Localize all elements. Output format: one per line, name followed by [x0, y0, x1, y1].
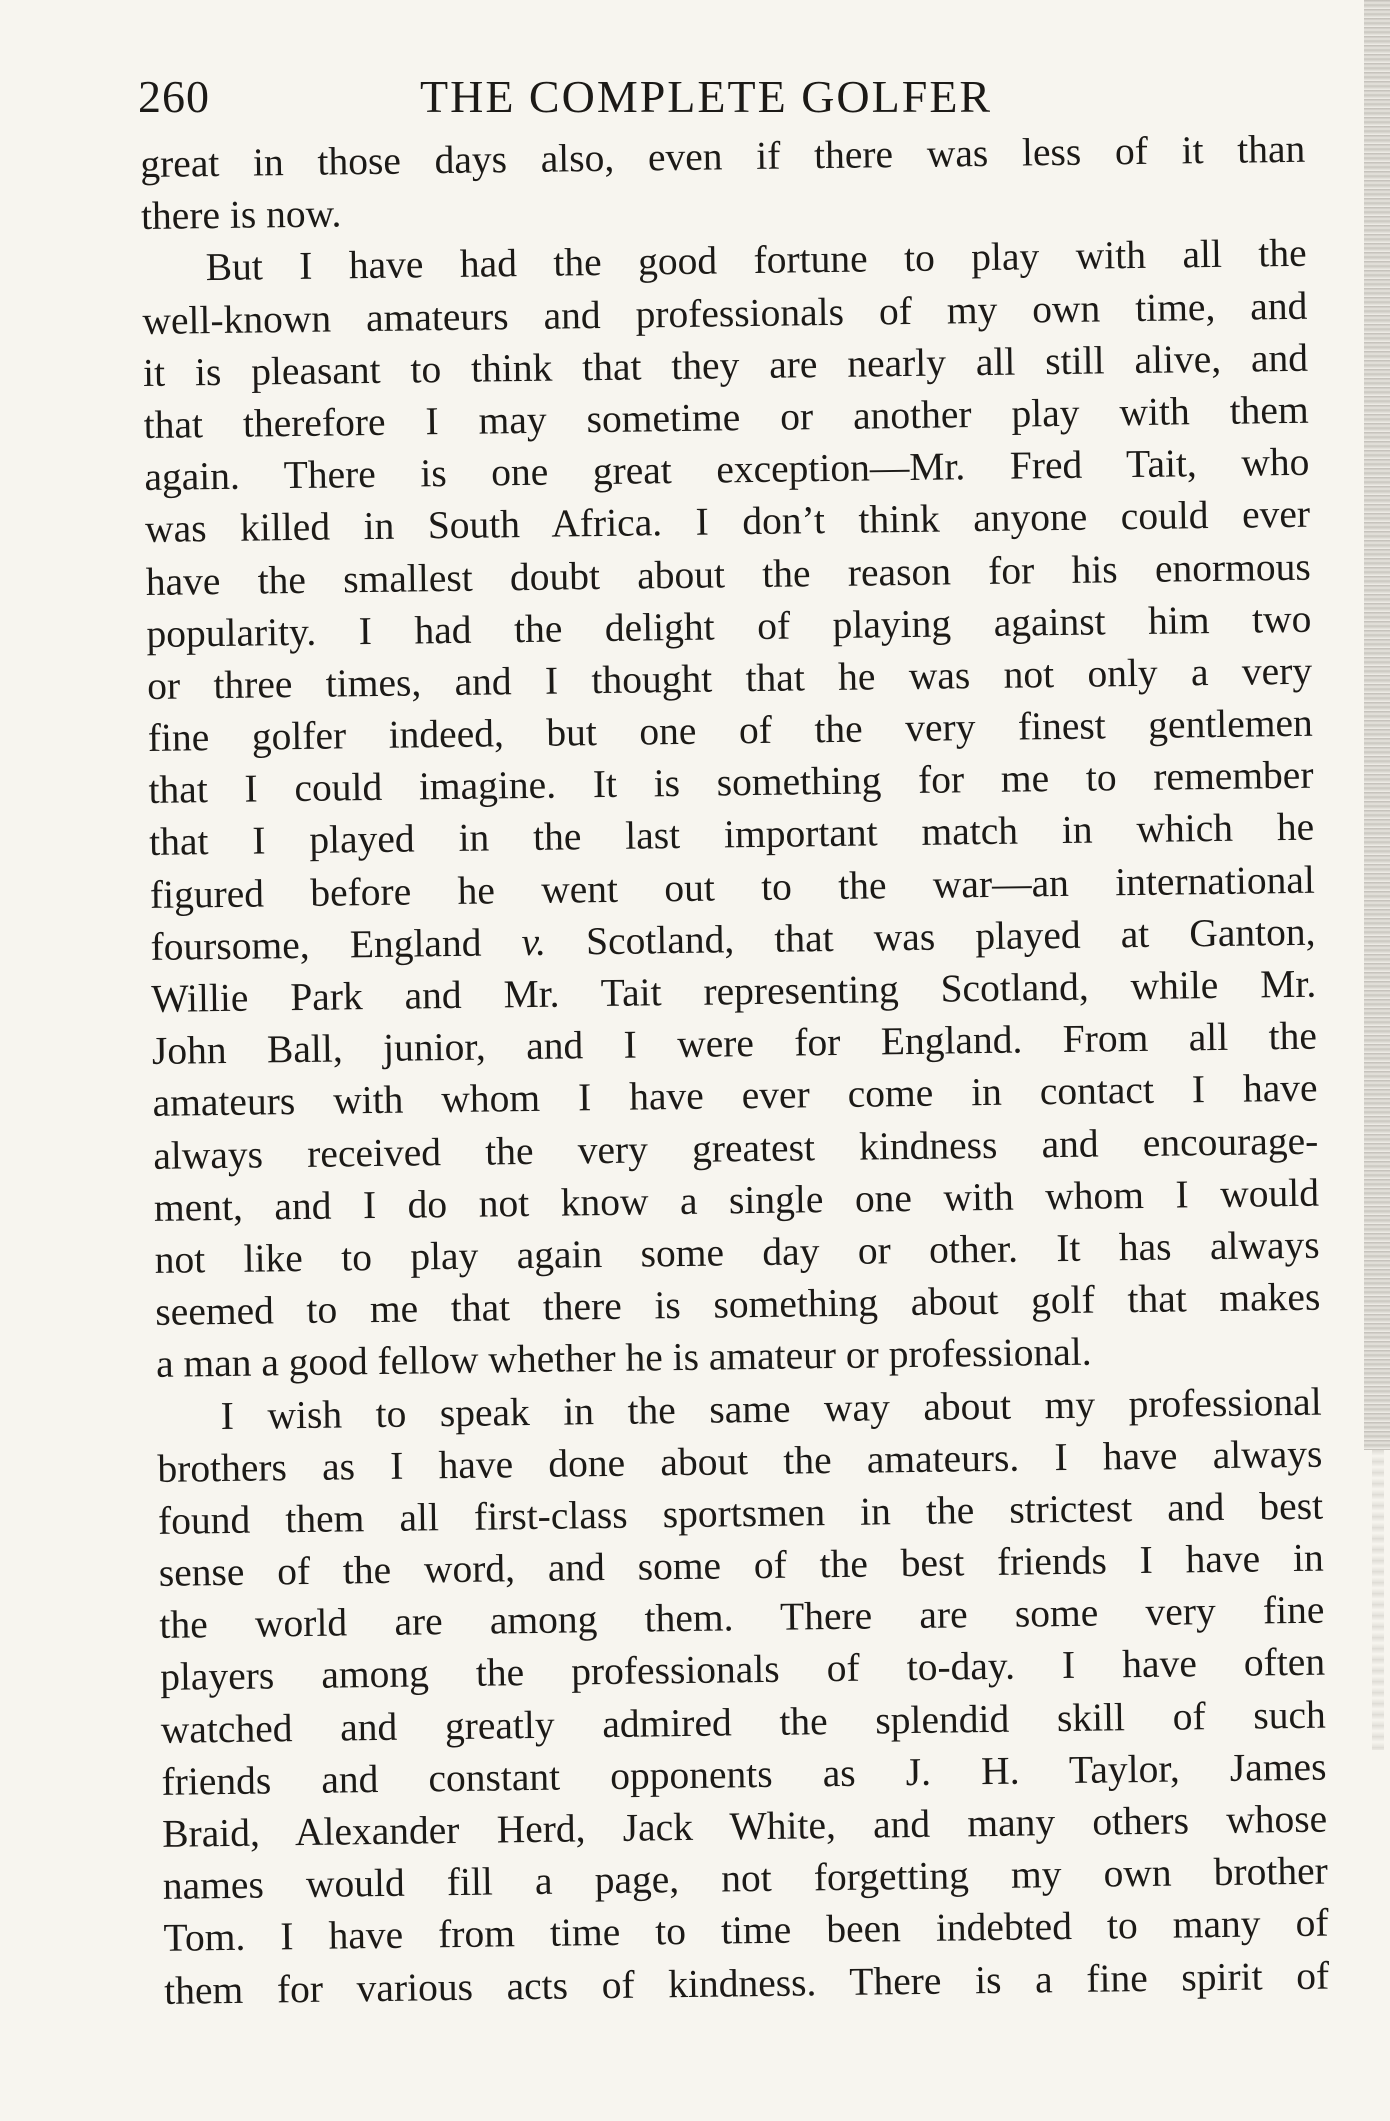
- text-line: always received the very greatest kindness and encourage-: [153, 1118, 1319, 1178]
- text-line: not like to play again some day or other. It has always: [154, 1222, 1320, 1282]
- text-line: figured before he went out to the war—an international: [149, 857, 1316, 917]
- text-line: friends and constant opponents as J. H. Taylor, James: [161, 1744, 1327, 1804]
- text-line: seemed to me that there is something about golf that makes: [155, 1274, 1321, 1335]
- text-line: them for various acts of kindness. There is a fine spirit of: [163, 1953, 1330, 2013]
- text-line: players among the professionals of to-day. I have often: [159, 1640, 1326, 1700]
- text-line: names would fill a page, not forgetting my own brother: [162, 1848, 1329, 1909]
- text-line: found them all first-class sportsmen in the strictest and best: [157, 1483, 1324, 1543]
- text-line: great in those days also, even if there was less of it than: [140, 126, 1306, 186]
- text-line: that therefore I may sometime or another play with them: [143, 387, 1309, 447]
- text-line: ment, and I do not know a single one with whom I would: [153, 1170, 1320, 1230]
- text-line: Braid, Alexander Herd, Jack White, and many others whose: [161, 1796, 1328, 1856]
- text-line: or three times, and I thought that he was not only a very: [146, 648, 1313, 708]
- versus-abbreviation: v.: [521, 919, 547, 964]
- body-text: [140, 123, 1329, 2017]
- text-line: brothers as I have done about the amateurs. I have always: [157, 1431, 1323, 1491]
- text-line: the world are among them. There are some very fine: [159, 1587, 1325, 1648]
- text-line: fine golfer indeed, but one of the very finest gentlemen: [147, 700, 1314, 761]
- text-line: that I could imagine. It is something for me to remember: [148, 752, 1314, 813]
- text-line: I wish to speak in the same way about my professional: [220, 1379, 1322, 1438]
- text-line: have the smallest doubt about the reason for his enormous: [145, 544, 1311, 604]
- text-line: well-known amateurs and professionals of my own time, and: [142, 283, 1308, 343]
- text-line: there is now.: [140, 191, 342, 239]
- running-title: THE COMPLETE GOLFER: [420, 71, 993, 122]
- text-line: But I have had the good fortune to play with all the: [205, 231, 1307, 290]
- text-line: watched and greatly admired the splendid skill of such: [160, 1692, 1327, 1752]
- text-line: a man a good fellow whether he is amateur or professional.: [155, 1329, 1092, 1387]
- page-edge-shadow: [1364, 0, 1390, 1450]
- text-line: Tom. I have from time to time been indebted to many of: [163, 1900, 1329, 1961]
- text-line: amateurs with whom I have ever come in contact I have: [152, 1066, 1318, 1126]
- page-edge-shadow-lower: [1372, 1450, 1384, 1750]
- text-line: popularity. I had the delight of playing against him two: [146, 596, 1312, 656]
- text-line: sense of the word, and some of the best friends I have in: [158, 1535, 1324, 1595]
- text-line: that I played in the last important match in which he: [148, 805, 1315, 865]
- page-number: 260: [138, 71, 210, 122]
- text-line: was killed in South Africa. I don’t think anyone could ever: [144, 492, 1311, 552]
- text-line: John Ball, junior, and I were for England. From all the: [151, 1013, 1318, 1074]
- text-line: foursome, England v. Scotland, that was played at Ganton,: [150, 909, 1316, 969]
- text-line: Willie Park and Mr. Tait representing Scotland, while Mr.: [150, 961, 1317, 1021]
- text-line: again. There is one great exception—Mr. Fred Tait, who: [144, 439, 1310, 500]
- text-line: it is pleasant to think that they are nearly all still alive, and: [142, 335, 1309, 395]
